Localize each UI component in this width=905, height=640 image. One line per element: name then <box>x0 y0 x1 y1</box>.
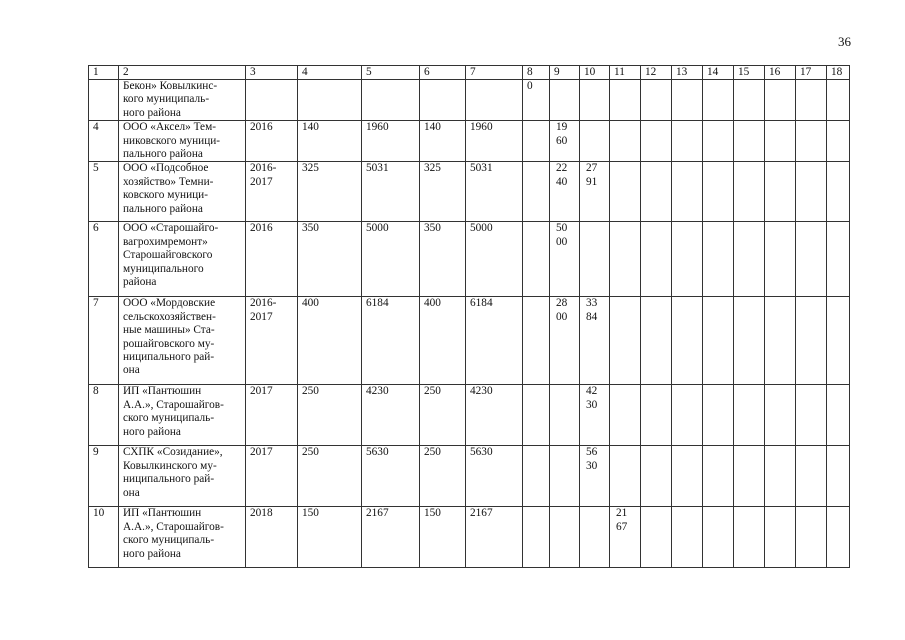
table-cell: 5000 <box>466 222 523 297</box>
table-cell <box>672 121 703 162</box>
table-cell: 2016 <box>246 222 298 297</box>
table-cell: 50 00 <box>550 222 580 297</box>
table-cell <box>703 507 734 568</box>
table-cell: 250 <box>420 446 466 507</box>
table-cell <box>641 507 672 568</box>
table-cell <box>765 222 796 297</box>
column-header: 2 <box>119 66 246 80</box>
table-cell <box>765 385 796 446</box>
table-cell: 8 <box>89 385 119 446</box>
column-header: 17 <box>796 66 827 80</box>
table-cell <box>523 507 550 568</box>
table-cell <box>703 162 734 222</box>
column-header: 18 <box>827 66 850 80</box>
table-cell <box>734 80 765 121</box>
table-cell <box>827 446 850 507</box>
table-cell <box>765 80 796 121</box>
table-cell <box>550 385 580 446</box>
table-cell <box>765 297 796 385</box>
table-cell <box>672 385 703 446</box>
table-cell: 33 84 <box>580 297 610 385</box>
table-cell <box>827 297 850 385</box>
table-cell <box>734 121 765 162</box>
table-cell <box>734 446 765 507</box>
table-cell: 2016- 2017 <box>246 297 298 385</box>
table-cell <box>734 507 765 568</box>
table-cell <box>610 80 641 121</box>
table-cell: 4230 <box>466 385 523 446</box>
column-header: 6 <box>420 66 466 80</box>
table-cell: 7 <box>89 297 119 385</box>
table-cell <box>672 446 703 507</box>
data-table <box>88 65 850 568</box>
table-cell: Бекон» Ковылкинс- кого муниципаль- ного района <box>119 80 246 121</box>
column-header: 15 <box>734 66 765 80</box>
table-cell <box>580 121 610 162</box>
table-cell <box>827 80 850 121</box>
table-cell: 19 60 <box>550 121 580 162</box>
column-header: 14 <box>703 66 734 80</box>
table-cell: 5 <box>89 162 119 222</box>
table-cell <box>641 80 672 121</box>
table-cell: 6 <box>89 222 119 297</box>
table-cell: 140 <box>420 121 466 162</box>
page-number: 36 <box>838 34 851 49</box>
table-row <box>89 222 850 297</box>
table-cell <box>734 385 765 446</box>
table-cell <box>466 80 523 121</box>
table-cell: ООО «Мордовские сельскохозяйствен- ные машины» Ста- рошайговского му- ниципального рай- она <box>119 297 246 385</box>
table-cell <box>550 507 580 568</box>
table-cell <box>523 162 550 222</box>
table-row <box>89 385 850 446</box>
table-cell: 5630 <box>362 446 420 507</box>
column-header: 12 <box>641 66 672 80</box>
table-cell: 22 40 <box>550 162 580 222</box>
table-cell <box>703 446 734 507</box>
table-cell <box>362 80 420 121</box>
table-cell <box>703 121 734 162</box>
table-row <box>89 80 850 121</box>
table-cell: 150 <box>298 507 362 568</box>
column-header: 8 <box>523 66 550 80</box>
table-cell <box>672 507 703 568</box>
table-cell: ООО «Старошайго- вагрохимремонт» Старошайговского муниципального района <box>119 222 246 297</box>
table-cell: 2018 <box>246 507 298 568</box>
table-cell: 42 30 <box>580 385 610 446</box>
table-cell <box>610 297 641 385</box>
table-cell <box>796 507 827 568</box>
table-cell: 325 <box>298 162 362 222</box>
table-cell: ООО «Аксел» Тем- никовского муници- пального района <box>119 121 246 162</box>
table-cell: ИП «Пантюшин А.А.», Старошайгов- ского муниципаль- ного района <box>119 507 246 568</box>
table-row <box>89 162 850 222</box>
table-cell <box>523 121 550 162</box>
table-cell <box>580 222 610 297</box>
table-cell <box>610 121 641 162</box>
table-cell: 2017 <box>246 446 298 507</box>
column-header: 1 <box>89 66 119 80</box>
column-header: 11 <box>610 66 641 80</box>
table-cell: 5031 <box>466 162 523 222</box>
table-cell: 1960 <box>466 121 523 162</box>
table-cell: 9 <box>89 446 119 507</box>
table-cell <box>765 446 796 507</box>
table-cell <box>734 162 765 222</box>
column-header: 10 <box>580 66 610 80</box>
table-cell: 350 <box>298 222 362 297</box>
table-cell <box>703 222 734 297</box>
table-cell: 2167 <box>362 507 420 568</box>
table-cell <box>734 222 765 297</box>
table-cell <box>703 80 734 121</box>
table-cell <box>672 162 703 222</box>
table-cell: 400 <box>420 297 466 385</box>
table-cell <box>580 80 610 121</box>
table-cell <box>703 385 734 446</box>
table-cell <box>765 507 796 568</box>
table-cell: 150 <box>420 507 466 568</box>
column-header: 9 <box>550 66 580 80</box>
table-cell <box>420 80 466 121</box>
table-cell <box>550 80 580 121</box>
table-cell <box>827 222 850 297</box>
table-cell <box>641 222 672 297</box>
table-cell <box>765 121 796 162</box>
table-cell: 2017 <box>246 385 298 446</box>
table-cell <box>89 80 119 121</box>
table-cell <box>703 297 734 385</box>
table-cell <box>672 222 703 297</box>
column-header: 13 <box>672 66 703 80</box>
table-cell: 250 <box>298 446 362 507</box>
table-cell <box>610 222 641 297</box>
table-cell: 5000 <box>362 222 420 297</box>
table-cell: 4 <box>89 121 119 162</box>
table-cell: 56 30 <box>580 446 610 507</box>
table-cell: 2167 <box>466 507 523 568</box>
table-row <box>89 507 850 568</box>
table-cell <box>523 297 550 385</box>
column-header: 3 <box>246 66 298 80</box>
table-cell: 400 <box>298 297 362 385</box>
table-cell: ООО «Подсобное хозяйство» Темни- ковского муници- пального района <box>119 162 246 222</box>
table-cell <box>827 385 850 446</box>
table-cell <box>796 446 827 507</box>
table-cell: 5630 <box>466 446 523 507</box>
table-cell: 325 <box>420 162 466 222</box>
table-cell <box>765 162 796 222</box>
table-cell: 350 <box>420 222 466 297</box>
table-cell: 1960 <box>362 121 420 162</box>
table-cell <box>298 80 362 121</box>
table-cell: 28 00 <box>550 297 580 385</box>
table-row <box>89 446 850 507</box>
table-cell: 2016 <box>246 121 298 162</box>
table-cell <box>641 446 672 507</box>
table-cell <box>641 297 672 385</box>
table-cell: 4230 <box>362 385 420 446</box>
table-cell: 5031 <box>362 162 420 222</box>
table-row <box>89 297 850 385</box>
table-cell <box>641 121 672 162</box>
table-cell: СХПК «Созидание», Ковылкинского му- ниципального рай- она <box>119 446 246 507</box>
table-cell: 250 <box>420 385 466 446</box>
column-header: 5 <box>362 66 420 80</box>
column-header: 7 <box>466 66 523 80</box>
table-cell <box>796 385 827 446</box>
table-cell <box>550 446 580 507</box>
table-cell <box>796 297 827 385</box>
table-cell <box>641 162 672 222</box>
table-cell <box>827 162 850 222</box>
table-cell <box>796 162 827 222</box>
table-cell <box>523 446 550 507</box>
table-cell <box>610 385 641 446</box>
table-cell: 21 67 <box>610 507 641 568</box>
table-cell <box>672 80 703 121</box>
table-cell <box>734 297 765 385</box>
table-cell: ИП «Пантюшин А.А.», Старошайгов- ского муниципаль- ного района <box>119 385 246 446</box>
table-cell: 10 <box>89 507 119 568</box>
table-cell: 2016- 2017 <box>246 162 298 222</box>
table-cell <box>641 385 672 446</box>
table-cell <box>246 80 298 121</box>
table-cell <box>580 507 610 568</box>
table-cell <box>796 222 827 297</box>
column-header: 16 <box>765 66 796 80</box>
table-cell: 6184 <box>362 297 420 385</box>
table-cell <box>827 507 850 568</box>
table-cell <box>827 121 850 162</box>
header-row <box>89 66 850 80</box>
table-cell <box>796 121 827 162</box>
column-header: 4 <box>298 66 362 80</box>
table-cell <box>523 222 550 297</box>
table-cell: 250 <box>298 385 362 446</box>
table-cell: 6184 <box>466 297 523 385</box>
table-cell <box>672 297 703 385</box>
table-row <box>89 121 850 162</box>
table-cell <box>796 80 827 121</box>
table-cell: 27 91 <box>580 162 610 222</box>
table-cell: 0 <box>523 80 550 121</box>
table-cell: 140 <box>298 121 362 162</box>
table-cell <box>610 162 641 222</box>
table-cell <box>523 385 550 446</box>
table-cell <box>610 446 641 507</box>
